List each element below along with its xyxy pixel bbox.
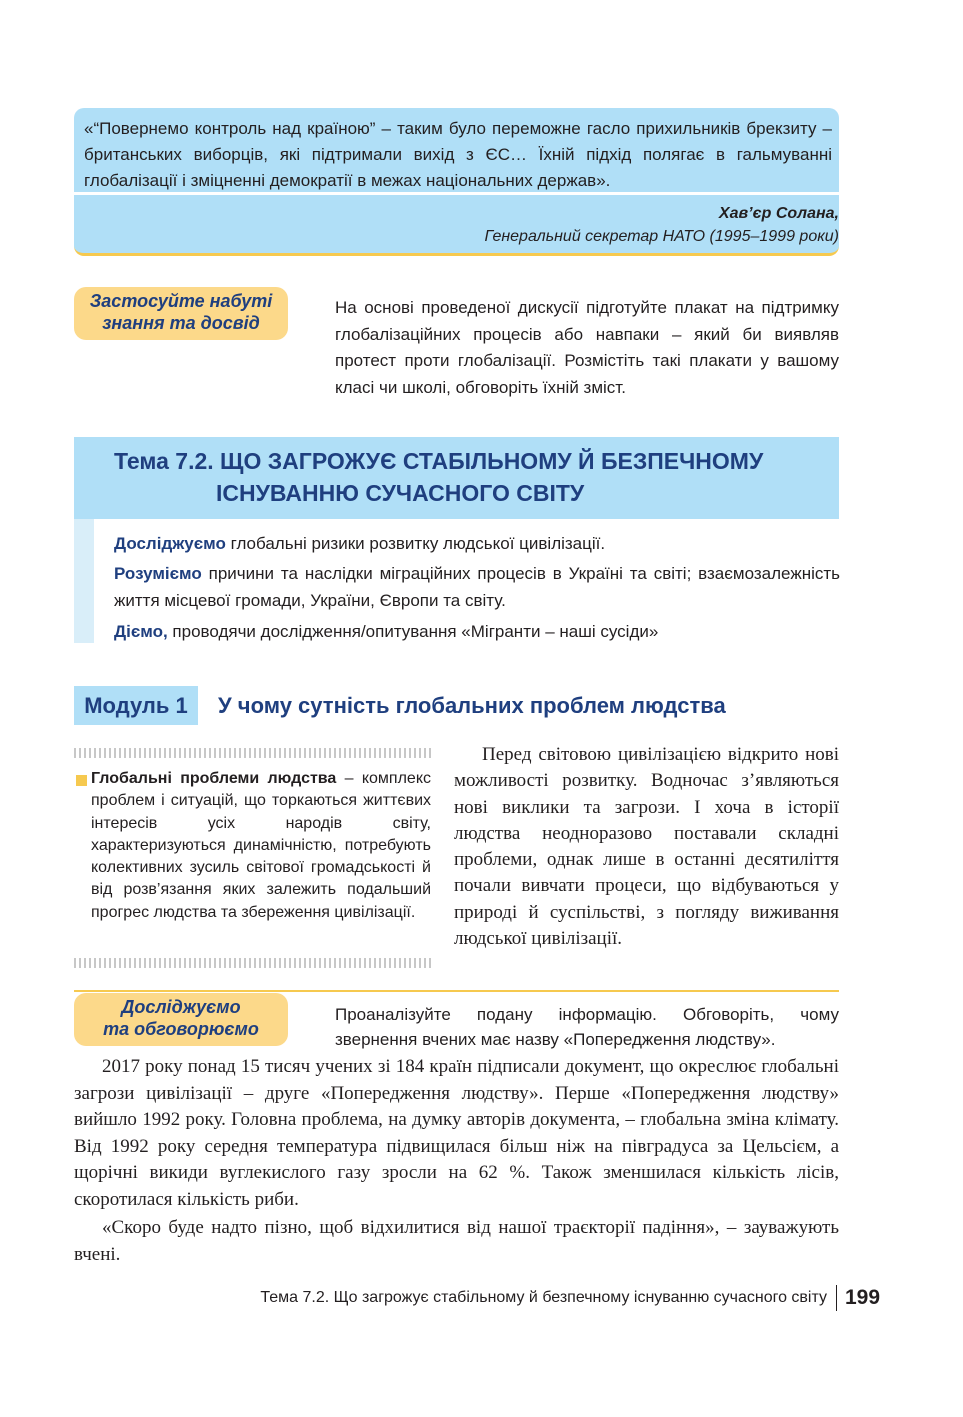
quote-text: «“Повернемо контроль над країною” – таким було переможне гасло прихильників брекзиту – британських виборців, які підтримали вихід з ЄС… Їхній підхід полягає в гальмуванні глобалізації і зміцненні демократії в межах національних держав». xyxy=(84,119,832,190)
intro-paragraph: Перед світовою цивілізацією відкрито нові можливості розвитку. Водночас з’являються нові виклики та загрози. І хоча в історії людства неодноразово поставали складні проблеми, однак лише в останні десятиліття почали вивчати процеси, що відбуваються у природі й суспільстві, з погляду виживання людської цивілізації. xyxy=(454,744,839,950)
goal-keyword: Діємо, xyxy=(114,622,168,641)
goal-understand xyxy=(114,560,840,614)
running-footer: Тема 7.2. Що загрожує стабільному й безпечному існуванню сучасного світу xyxy=(260,1289,827,1306)
apply-knowledge-task: На основі проведеної дискусії підготуйте плакат на підтримку глобалізаційних процесів або навпаки – який би виявляв протест проти глобалізації. Розмістіть такі плакати у вашому класі чи школі, обговоріть їхній зміст. xyxy=(335,298,839,397)
definition-bullet-icon xyxy=(76,775,87,786)
explore-discuss-task: Проаналізуйте подану інформацію. Обговоріть, чому звернення вчених має назву «Попередження людству». xyxy=(335,1005,839,1049)
goal-act xyxy=(114,618,840,645)
goal-text: глобальні ризики розвитку людської цивілізації. xyxy=(225,534,606,553)
definition-term: Глобальні проблеми людства xyxy=(91,770,337,787)
theme-goals-strip xyxy=(74,519,94,643)
goal-explore xyxy=(114,530,840,557)
apply-knowledge-tag xyxy=(74,287,288,340)
footer-separator xyxy=(836,1285,837,1311)
goal-keyword: Розуміємо xyxy=(114,564,202,583)
definition-border-top xyxy=(74,748,432,758)
explore-discuss-tag xyxy=(74,993,288,1046)
tag-line: знання та досвід xyxy=(102,313,260,333)
definition-border-bottom xyxy=(74,958,432,968)
definition-body: – комплекс проблем і ситуацій, що торкаються життєвих інтересів усіх народів світу, характеризуються динамічністю, потребують колективних зусиль світової громадськості й від розв’язання яких залежить подальший прогрес людства та збереження цивілізації. xyxy=(91,770,431,921)
definition-text xyxy=(91,768,431,924)
module-label: Модуль 1 xyxy=(74,686,198,725)
section-divider xyxy=(74,990,839,992)
goal-text: причини та наслідки міграційних процесів в Україні та світі; взаємозалежність життя місцевої громади, України, Європи та світу. xyxy=(114,564,840,610)
tag-line: Досліджуємо xyxy=(121,997,241,1017)
goal-text: проводячи дослідження/опитування «Мігранти – наші сусіди» xyxy=(167,622,659,641)
body-paragraph: 2017 року понад 15 тисяч учених зі 184 країн підписали документ, що окреслює глобальні загрози цивілізації – друге «Попередження людству». Перше «Попередження людству» вийшло 1992 року. Головна проблема, на думку авторів документа, – глобальна зміна клімату. Від 1992 року середня температура підвищилася більш ніж на півградуса за Цельсієм, а щорічні викиди вуглекислого газу зросли на 62 %. Також зменшилася кількість лісів, скоротилася кількість риби. xyxy=(74,1056,839,1210)
quote-author: Хав’єр Солана, xyxy=(718,205,839,222)
page-number: 199 xyxy=(845,1286,881,1309)
tag-line: та обговорюємо xyxy=(103,1019,259,1039)
body-paragraph: «Скоро буде надто пізно, щоб відхилитися від нашої траєкторії падіння», – зауважують вчені. xyxy=(74,1217,839,1265)
tag-line: Застосуйте набуті xyxy=(89,291,273,311)
goal-keyword: Досліджуємо xyxy=(114,534,226,553)
quote-author-role: Генеральний секретар НАТО (1995–1999 роки) xyxy=(484,228,839,245)
theme-title: Тема 7.2. ЩО ЗАГРОЖУЄ СТАБІЛЬНОМУ Й БЕЗПЕЧНОМУ xyxy=(114,448,764,474)
theme-title-continued: ІСНУВАННЮ СУЧАСНОГО СВІТУ xyxy=(216,480,585,506)
module-title: У чому сутність глобальних проблем людства xyxy=(218,693,726,718)
